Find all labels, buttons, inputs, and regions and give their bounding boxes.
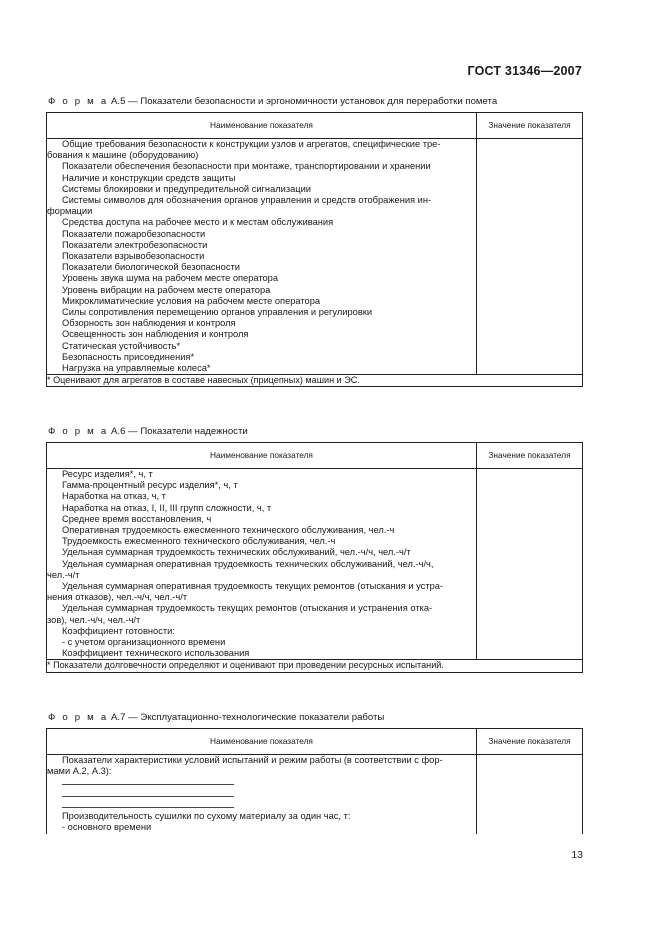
form-a5-col-value: Значение показателя [477,113,583,139]
form-a6-table [46,442,583,673]
list-item: Системы символов для обозначения органов управления и средств отображения ин- [62,195,432,206]
list-item: Системы блокировки и предупредительной сигнализации [62,183,311,194]
form-a7-col-value: Значение показателя [477,729,583,755]
form-a5-value-cell [477,139,583,375]
form-a6-caption [48,426,248,437]
list-item: Показатели характеристики условий испытаний и режим работы (в соответствии с фор- [62,755,443,765]
list-item: Общие требования безопасности к конструкции узлов и агрегатов, специфические тре- [62,139,441,149]
list-item: Показатели обеспечения безопасности при монтаже, транспортировании и хранении [62,161,431,172]
form-a6-indicators [47,469,477,660]
form-a5-prefix: Ф о р м а [48,96,109,107]
list-item: Освещенность зон наблюдения и контроля [62,329,249,340]
form-a5-table [46,112,583,387]
list-item: - основного времени [62,822,152,833]
form-a5-col-name: Наименование показателя [47,113,477,139]
list-item: Статическая устойчивость* [62,340,181,351]
list-item: Обзорность зон наблюдения и контроля [62,318,236,329]
list-item: формации [47,206,93,217]
list-item: - с учетом организационного времени [62,637,226,648]
list-item: мами А.2, А.3): [47,766,112,777]
list-item: Показатели взрывобезопасности [62,251,205,262]
standard-designation: ГОСТ 31346—2007 [467,64,582,78]
list-item: Наработка на отказ, I, II, III групп сложности, ч, т [62,502,272,513]
list-item: Удельная суммарная трудоемкость технических обслуживаний, чел.-ч/ч, чел.-ч/т [62,547,411,558]
form-a6-prefix: Ф о р м а [48,426,109,437]
form-a7-value-cell [477,755,583,835]
list-item: Микроклиматические условия на рабочем месте оператора [62,295,321,306]
list-item: Среднее время восстановления, ч [62,513,212,524]
list-item: зов), чел.-ч/ч, чел.-ч/т [47,614,141,625]
list-item: Гамма-процентный ресурс изделия*, ч, т [62,480,238,491]
list-item: бования к машине (оборудованию) [47,150,199,161]
form-a7-indicators [47,755,477,835]
form-a5-caption [48,96,497,107]
form-a6-footnote: * Показатели долговечности определяют и оценивают при проведении ресурсных испытаний. [47,660,583,672]
list-item: Трудоемкость ежесменного технического обслуживания, чел.-ч [62,536,336,547]
list-item: Уровень вибрации на рабочем месте оператора [62,284,271,295]
list-item: Силы сопротивления перемещению органов управления и регулировки [62,307,373,318]
form-a6-value-cell [477,469,583,660]
list-item: Производительность сушилки по сухому материалу за один час, т: [62,810,351,821]
list-item: Коэффициент технического использования [62,648,250,659]
list-item: Ресурс изделия*, ч, т [62,469,153,479]
list-item: Наработка на отказ, ч, т [62,491,166,502]
list-item: нения отказов), чел.-ч/ч, чел.-ч/т [47,592,188,603]
list-item: Безопасность присоединения* [62,351,195,362]
list-item: чел.-ч/т [47,569,80,580]
form-a5-title: А.5 — Показатели безопасности и эргономичности установок для переработки помета [111,96,498,107]
form-a6-col-value: Значение показателя [477,443,583,469]
list-item: Средства доступа на рабочее место и к местам обслуживания [62,217,334,228]
list-item: Удельная суммарная трудоемкость текущих ремонтов (отыскания и устранения отка- [62,603,433,614]
form-a6-col-name: Наименование показателя [47,443,477,469]
blank-fill-line [47,800,476,811]
list-item: Оперативная трудоемкость ежесменного технического обслуживания, чел.-ч [62,525,395,536]
list-item: Уровень звука шума на рабочем месте оператора [62,273,279,284]
form-a5-footnote: * Оценивают для агрегатов в составе навесных (прицепных) машин и ЭС. [47,375,583,387]
list-item: Показатели электробезопасности [62,239,208,250]
list-item: Удельная суммарная оперативная трудоемкость технических обслуживаний, чел.-ч/ч, [62,558,434,569]
list-item: Удельная суммарная оперативная трудоемкость текущих ремонтов (отыскания и устра- [62,581,444,592]
list-item: Наличие и конструкции средств защиты [62,172,236,183]
form-a5-indicators [47,139,477,375]
form-a7-caption [48,712,384,723]
page-number: 13 [571,849,583,861]
form-a7-table [46,728,583,834]
form-a7-title: А.7 — Эксплуатационно-технологические показатели работы [111,712,385,723]
blank-fill-line [47,777,476,788]
form-a6-title: А.6 — Показатели надежности [111,426,248,437]
list-item: Коэффициент готовности: [62,625,175,636]
form-a7-prefix: Ф о р м а [48,712,109,723]
blank-fill-line [47,789,476,800]
list-item: Показатели пожаробезопасности [62,228,206,239]
list-item: Нагрузка на управляемые колеса* [62,363,211,374]
list-item: Показатели биологической безопасности [62,262,240,273]
form-a7-col-name: Наименование показателя [47,729,477,755]
